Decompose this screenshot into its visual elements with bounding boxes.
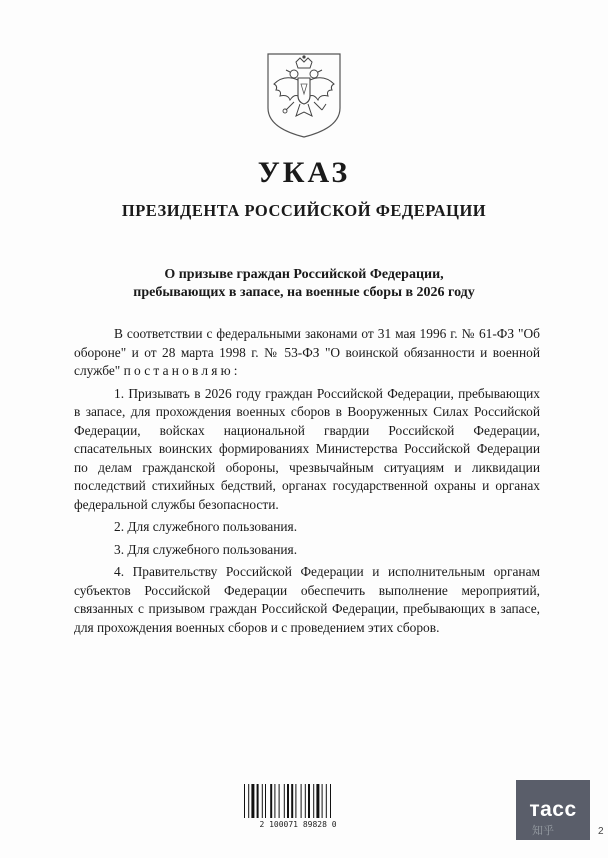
barcode-bar [308,784,310,818]
barcode-bar [305,784,306,818]
barcode-bar [291,784,293,818]
barcode-bar [244,784,245,818]
barcode-bar [251,784,254,818]
barcode-bar [274,784,275,818]
barcode-bar [257,784,259,818]
corner-number: 2 [598,826,604,837]
heading-line-1: О призыве граждан Российской Федерации, [164,267,444,282]
barcode-bar [301,784,302,818]
decree-heading [60,266,548,302]
item-3: 3. Для служебного пользования. [114,541,298,557]
barcode-bar [295,784,296,818]
watermark-text: 知乎 [532,825,554,837]
barcode-bar [326,784,327,818]
barcode-bar [330,784,331,818]
barcode-bar [262,784,263,818]
barcode-bar [316,784,319,818]
barcode-bar [248,784,249,818]
decree-title: УКАЗ [257,156,351,189]
tass-logo: тасс [516,780,590,840]
barcode-bar [265,784,266,818]
decree-body [74,325,540,641]
item-1: 1. Призывать в 2026 году граждан Российской Федерации, пребывающих в запасе, для прохождения военных сборов в Вооруженных Силах Российской Федерации, войсках национальной гвардии Российской Федерации, спасательных воинских формированиях Министерства Российской Федерации по делам гражданской обороны, чрезвычайным ситуациям и ликвидации последствий стихийных бедствий, органах государственной охраны и органах федеральной службы безопасности. [74,385,540,512]
heading-line-2: пребывающих в запасе, на военные сборы в 2026 году [133,285,475,300]
barcode-number: 2 100071 89828 0 [259,820,337,829]
preamble-paragraph [74,325,540,381]
decree-subtitle: ПРЕЗИДЕНТА РОССИЙСКОЙ ФЕДЕРАЦИИ [121,201,487,220]
coat-of-arms-emblem [264,50,344,140]
barcode-bar [284,784,285,818]
barcode-bar [279,784,280,818]
item-4: 4. Правительству Российской Федерации и исполнительным органам субъектов Российской Федерации обеспечить выполнение мероприятий, связанных с призывом граждан Российской Федерации, пребывающих в запасе, для прохождения военных сборов и с проведением этих сборов. [74,564,540,635]
barcode-bar [270,784,272,818]
item-2: 2. Для служебного пользования. [114,519,298,534]
preamble-text: В соответствии с федеральными законами от 31 мая 1996 г. № 61-ФЗ "Об обороне" и от 28 марта 1998 г. № 53-ФЗ "О воинской обязанности и военной службе" [74,326,540,378]
barcode-bar [322,784,323,818]
barcode-bar [313,784,314,818]
barcode-bar [287,784,289,818]
decree-word: постановляю: [123,363,241,378]
